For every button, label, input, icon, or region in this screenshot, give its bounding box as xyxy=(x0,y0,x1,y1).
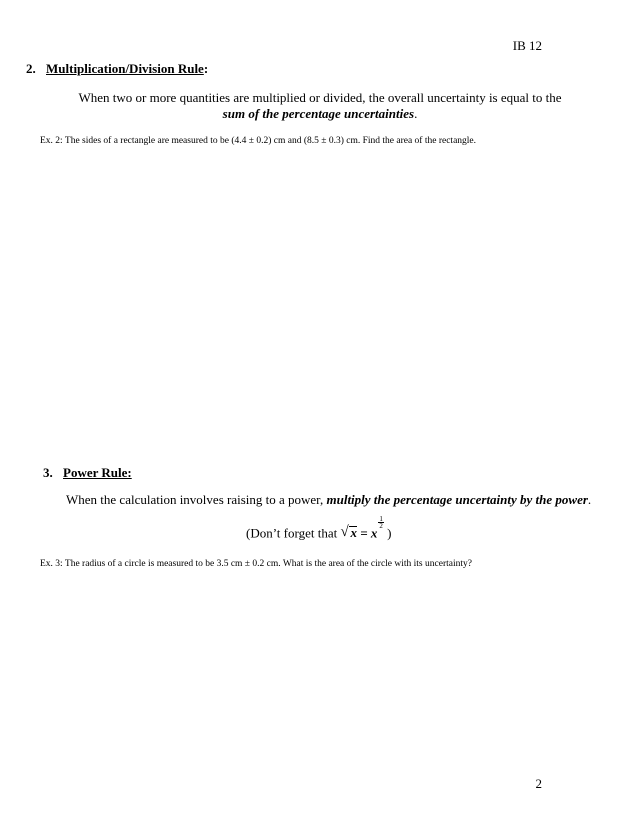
note-start: (Don’t forget that xyxy=(246,525,341,541)
section-3-rule xyxy=(66,492,591,508)
section-3-title: Power Rule: xyxy=(63,465,132,480)
page-number: 2 xyxy=(535,776,542,791)
section-3-note xyxy=(246,515,392,541)
section-2-rule-end: . xyxy=(414,106,418,121)
square-root-expression xyxy=(340,525,357,541)
radical-sign: √ xyxy=(340,524,349,541)
sqrt-variable: x xyxy=(350,525,357,541)
section-3-number: 3. xyxy=(43,465,53,480)
section-2-rule xyxy=(60,90,580,122)
math-equals: = xyxy=(356,525,371,541)
section-3-heading xyxy=(43,465,132,481)
section-3-rule-emphasis: multiply the percentage uncertainty by the power xyxy=(326,492,588,507)
exponent-numerator: 1 xyxy=(379,515,383,523)
section-3-rule-end: . xyxy=(587,492,592,507)
example-3: Ex. 3: The radius of a circle is measured to be 3.5 cm ± 0.2 cm. What is the area of the circle with its uncertainty? xyxy=(40,559,472,569)
course-header: IB 12 xyxy=(512,38,542,53)
exponent-denominator: 2 xyxy=(379,522,383,530)
section-2-rule-emphasis: sum of the percentage uncertainties xyxy=(222,106,415,121)
section-3-rule-start: When the calculation involves raising to a power, xyxy=(66,492,327,507)
section-2-rule-line1: When two or more quantities are multiplied or divided, the overall uncertainty is equal to the xyxy=(78,90,562,105)
section-2-colon: : xyxy=(203,61,209,76)
section-2-heading xyxy=(26,61,208,77)
note-end: ) xyxy=(383,525,392,541)
exponent-fraction xyxy=(378,516,384,529)
math-base: x xyxy=(370,525,378,541)
radical-bar xyxy=(349,526,357,527)
section-2-number: 2. xyxy=(26,61,36,76)
example-2: Ex. 2: The sides of a rectangle are measured to be (4.4 ± 0.2) cm and (8.5 ± 0.3) cm. Find the area of the rectangle. xyxy=(40,136,477,146)
section-2-title: Multiplication/Division Rule xyxy=(46,61,204,76)
